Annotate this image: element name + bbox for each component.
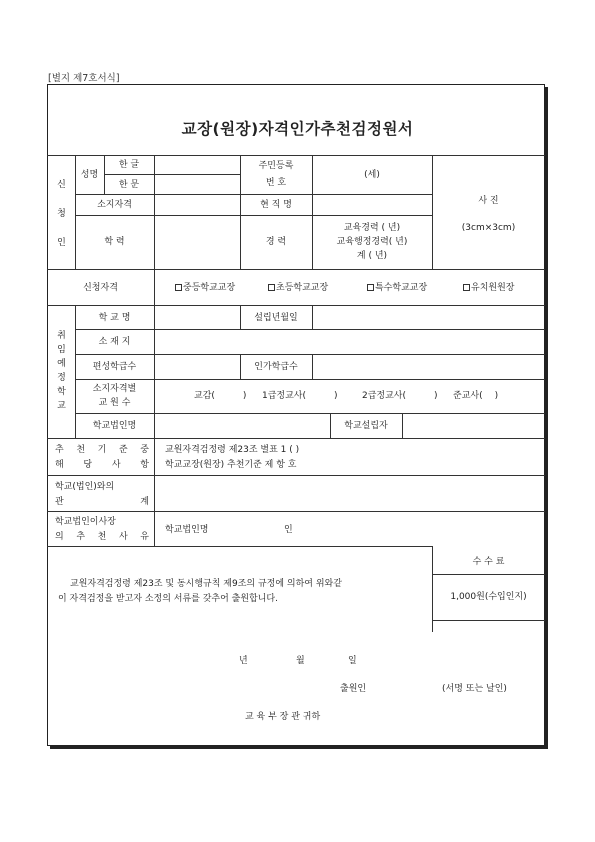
founding-date-label: 설립년월일 — [254, 313, 298, 323]
rule-v-label — [154, 155, 155, 305]
school-section-char-5: 학 — [57, 387, 66, 397]
fee-amount: 1,000원(수입인지) — [450, 592, 527, 602]
rule-header-bottom — [47, 155, 545, 156]
date-day: 일 — [348, 656, 357, 666]
relation-label-1: 학교(법인)와의 — [55, 482, 115, 492]
applicant-section-char-3: 인 — [57, 238, 66, 248]
applicant-section-char-2: 청 — [57, 209, 66, 219]
sign-note: (서명 또는 날인) — [442, 684, 507, 694]
date-month: 월 — [296, 656, 305, 666]
option-special-principal[interactable]: 특수학교교장 — [367, 282, 427, 294]
rule-applicant-bottom — [47, 269, 545, 270]
qualification-label: 소지자격 — [97, 200, 132, 210]
rule-school-r4 — [75, 413, 545, 414]
corp-name-label: 학교법인명 — [92, 421, 137, 431]
reason-label-1: 학교법인이사장 — [55, 517, 116, 527]
school-section-char-6: 교 — [57, 401, 66, 411]
age-field: (세) — [364, 170, 380, 180]
option-kindergarten-director[interactable]: 유치원원장 — [463, 282, 514, 294]
rule-qualification-bottom — [47, 305, 545, 306]
rule-fee-r1 — [432, 574, 545, 575]
rule-school-r2 — [75, 354, 545, 355]
education-label: 학 력 — [104, 237, 125, 247]
teacher-count-grade2: 2급정교사( ) — [362, 391, 438, 401]
school-name-label: 학 교 명 — [98, 313, 131, 323]
frame-shadow-bottom — [50, 746, 548, 749]
criteria-line-2: 학교교장(원장) 추천기준 제 항 호 — [165, 460, 297, 470]
rule-school-r1 — [75, 329, 545, 330]
criteria-label-1: 추 천 기 준 중 — [55, 445, 149, 455]
classes-label: 편성학급수 — [92, 362, 137, 372]
hanja-label: 한 문 — [118, 180, 140, 190]
rule-name-mid — [104, 174, 240, 175]
career-label: 경 력 — [265, 237, 287, 247]
school-section-char-2: 임 — [57, 345, 66, 355]
teacher-count-grade1: 1급정교사( ) — [262, 391, 338, 401]
rule-v-lower-label — [154, 438, 155, 546]
checkbox-icon — [268, 284, 275, 291]
apply-qualification-label: 신청자격 — [83, 283, 118, 293]
rule-v-founder2 — [402, 413, 403, 438]
founder-label: 학교설립자 — [344, 421, 388, 431]
current-position-label: 현 직 명 — [260, 200, 292, 210]
rule-qual-bottom — [75, 215, 432, 216]
rule-v-photo — [432, 155, 433, 269]
location-label: 소 재 지 — [98, 337, 131, 347]
rule-relation-bottom — [47, 511, 545, 512]
rule-v-founding2 — [312, 305, 313, 329]
form-title: 교장(원장)자격인가추천검정원서 — [181, 120, 414, 138]
rule-criteria-bottom — [47, 475, 545, 476]
approved-classes-label: 인가학급수 — [254, 362, 298, 372]
applicant-section-char-1: 신 — [57, 180, 66, 190]
rrn-label: 주민등록 — [258, 161, 294, 171]
career-line-1: 교육경력 ( 년) — [343, 223, 401, 233]
criteria-line-1: 교원자격검정령 제23조 별표 1 ( ) — [165, 445, 300, 455]
statement-line-1: 교원자격검정령 제23조 및 동시행규칙 제9조의 규정에 의하여 위와같 — [70, 579, 342, 589]
reason-label-2: 의 추 천 사 유 — [55, 532, 149, 542]
checkbox-icon — [367, 284, 374, 291]
reason-seal: 인 — [284, 525, 293, 535]
option-elementary-principal[interactable]: 초등학교교장 — [268, 282, 328, 294]
career-line-2: 교육행정경력( 년) — [336, 237, 408, 247]
hangul-label: 한 글 — [118, 160, 140, 170]
rule-v-approved2 — [312, 354, 313, 379]
fee-label: 수 수 료 — [472, 557, 505, 567]
teacher-count-vice-principal: 교감( ) — [194, 391, 247, 401]
reason-corp-name: 학교법인명 — [165, 525, 209, 535]
form-number-label: [별지 제7호서식] — [48, 73, 120, 84]
school-section-char-4: 정 — [57, 373, 66, 383]
checkbox-icon — [175, 284, 182, 291]
rule-v-school-label — [154, 305, 155, 438]
teachers-label-2: 교 원 수 — [98, 398, 131, 408]
rule-fee-r2 — [432, 620, 545, 621]
criteria-label-2: 해 당 사 항 — [55, 460, 149, 470]
checkbox-icon — [463, 284, 470, 291]
rrn-label-2: 번 호 — [265, 178, 287, 188]
relation-label-2: 관 계 — [55, 497, 149, 507]
photo-size: (3cm×3cm) — [461, 223, 516, 233]
rule-school-r3 — [75, 379, 545, 380]
career-line-3: 계 ( 년) — [356, 251, 388, 261]
school-section-char-1: 취 — [57, 331, 66, 341]
rule-reason-bottom — [47, 546, 432, 547]
teacher-count-associate: 준교사( ) — [453, 391, 499, 401]
applicant-sign-label: 출원인 — [340, 684, 367, 694]
teachers-label-1: 소지자격별 — [92, 384, 137, 394]
rule-school-bottom — [47, 438, 545, 439]
rule-rrn-bottom — [75, 194, 432, 195]
school-section-char-3: 예 — [57, 359, 66, 369]
photo-label: 사 진 — [478, 196, 499, 206]
statement-line-2: 이 자격검정을 받고자 소정의 서류를 갖추어 출원합니다. — [58, 594, 278, 604]
frame-shadow-right — [545, 87, 548, 749]
rule-v-mid — [240, 155, 241, 269]
date-year: 년 — [239, 656, 248, 666]
recipient: 교 육 부 장 관 귀하 — [245, 712, 321, 722]
option-secondary-principal[interactable]: 중등학교교장 — [175, 282, 235, 294]
name-label: 성명 — [80, 170, 99, 180]
